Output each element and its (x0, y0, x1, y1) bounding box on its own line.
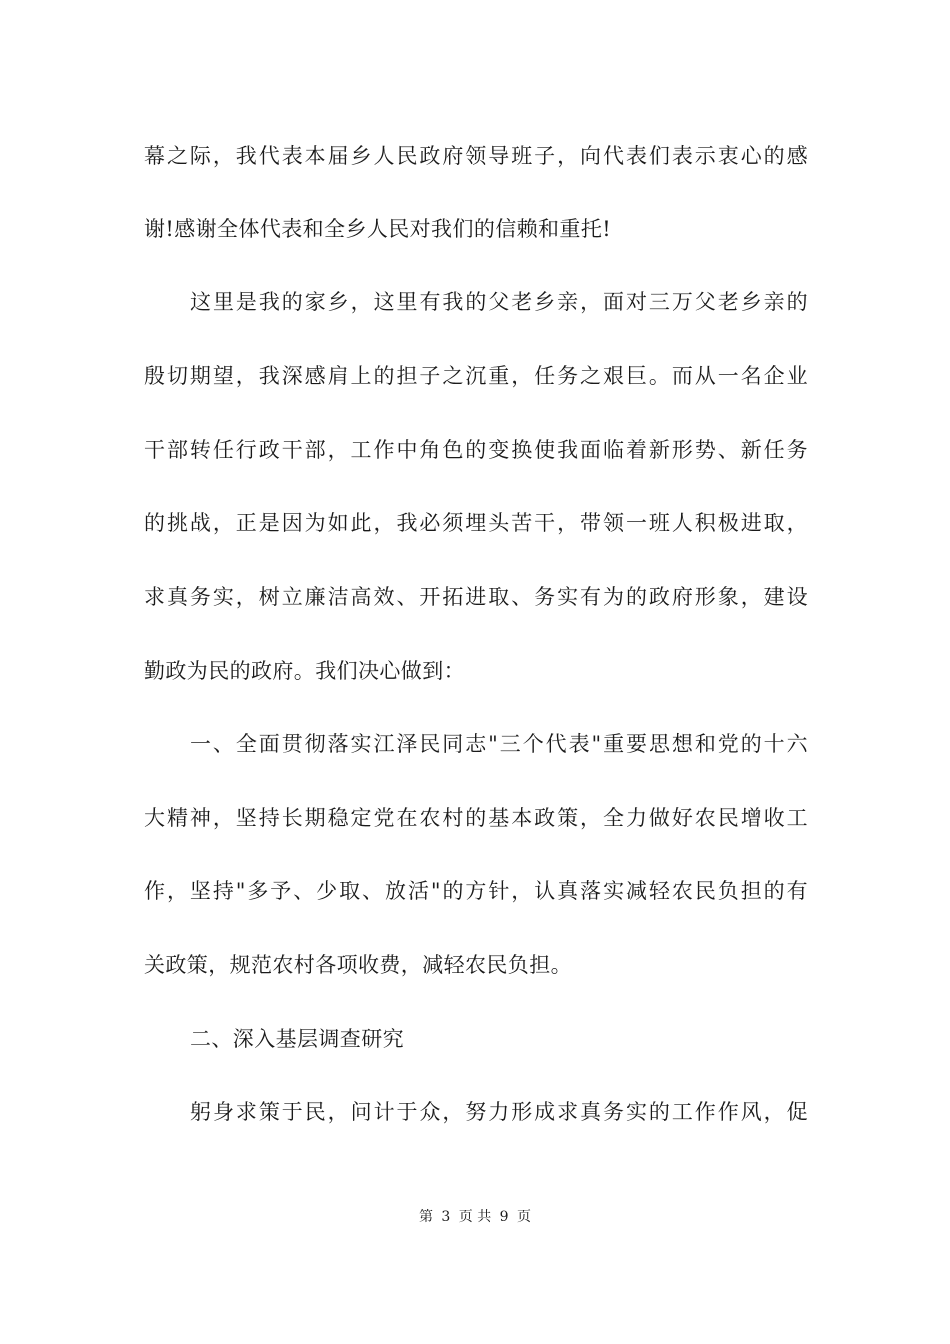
body-line-9: 一、全面贯彻落实江泽民同志"三个代表"重要思想和党的十六 (190, 732, 808, 756)
footer-suffix: 页 (517, 1209, 532, 1225)
footer-current-page: 3 (441, 1209, 451, 1225)
body-line-7: 求真务实，树立廉洁高效、开拓进取、务实有为的政府形象，建设 (144, 585, 808, 609)
body-line-10: 大精神，坚持长期稳定党在农村的基本政策，全力做好农民增收工 (144, 806, 808, 830)
body-line-2: 谢!感谢全体代表和全乡人民对我们的信赖和重托! (144, 217, 612, 241)
body-line-6: 的挑战，正是因为如此，我必须埋头苦干，带领一班人积极进取， (144, 511, 808, 535)
body-line-1: 幕之际，我代表本届乡人民政府领导班子，向代表们表示衷心的感 (144, 144, 808, 168)
section-heading-2: 二、深入基层调查研究 (190, 1027, 404, 1051)
body-line-11: 作，坚持"多予、少取、放活"的方针，认真落实减轻农民负担的有 (144, 879, 808, 903)
body-line-14: 躬身求策于民，问计于众，努力形成求真务实的工作作风，促 (190, 1100, 808, 1124)
body-line-5: 干部转任行政干部，工作中角色的变换使我面临着新形势、新任务 (144, 438, 808, 462)
body-line-3: 这里是我的家乡，这里有我的父老乡亲，面对三万父老乡亲的 (190, 290, 808, 314)
footer-prefix: 第 (418, 1209, 433, 1225)
footer-total-pages: 9 (499, 1209, 509, 1225)
body-line-8: 勤政为民的政府。我们决心做到： (144, 659, 465, 683)
body-line-4: 殷切期望，我深感肩上的担子之沉重，任务之艰巨。而从一名企业 (144, 364, 808, 388)
footer-middle: 页 共 (458, 1209, 492, 1225)
body-line-12: 关政策，规范农村各项收费，减轻农民负担。 (144, 953, 572, 977)
page-number-footer (0, 1208, 950, 1226)
